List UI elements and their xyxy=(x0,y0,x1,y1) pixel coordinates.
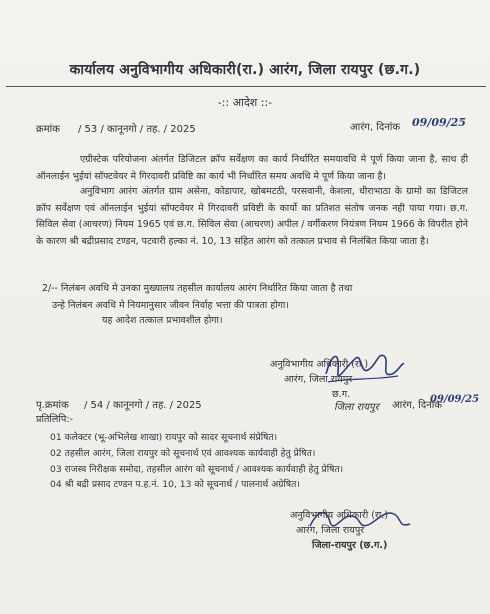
list-item: 01 कलेक्टर (भू-अभिलेख शाखा) रायपुर को सादर सूचनार्थ संप्रेषित। xyxy=(50,432,278,443)
signatory-title: अनुविभागीय अधिकारी (रा.) xyxy=(290,510,389,521)
signatory-title: अनुविभागीय अधिकारी (रा.) xyxy=(270,359,369,370)
signature-block-1 xyxy=(270,357,368,402)
order-effective-line: यह आदेश तत्काल प्रभावशील होगा। xyxy=(102,315,223,326)
order-paragraph-3: 2/-- निलंबन अवधि मे उनका मुख्यालय तहसील कार्यालय आरंग निर्धारित किया जाता है तथा xyxy=(42,283,353,294)
signatory-district: जिला-रायपुर (छ.ग.) xyxy=(312,540,388,551)
list-item: 03 राजस्व निरीक्षक समोदा, तहसील आरंग को सूचनार्थ / आवश्यक कार्यवाही हेतु प्रेषित। xyxy=(50,463,344,475)
endorsement-reference xyxy=(36,397,202,411)
endorsement-stamp: जिला रायपुर xyxy=(334,402,379,413)
order-paragraph-2: अनुविभाग आरंग अंतर्गत ग्राम असेना, कोडापार, खोबमटठी, परसवानी, केशला, धीराभाठा के ग्रामो का डिजिटल क्रॉप सर्वेक्षण एवं ऑनलाईन भुईयां सॉफ्टवेयर मे गिरदावरी प्रविष्टी के कार्यो का प्रतिशत संतोष जनक नही पाया गया। छ.ग. सिविल सेवा (आचरण) नियम 1965 एवं छ.ग. सिविल सेवा (आचरण) अपील / वर्गीकरण नियंत्रण नियम 1966 के विपरीत होने के कारण श्री बद्रीप्रसाद टण्डन, पटवारी हल्का नं. 10, 13 सहित आरंग को तत्काल प्रभाव से निलंबित किया जाता है। xyxy=(36,186,468,247)
endorsement-ref-number: / 54 / कानूनगो / तह. / 2025 xyxy=(83,400,202,411)
signatory-state: छ.ग. xyxy=(332,389,351,400)
endorsement-handwritten-date: 09/09/25 xyxy=(430,394,480,405)
header-divider xyxy=(6,86,486,87)
signatory-location: आरंग, जिला रायपुर xyxy=(296,525,365,536)
list-item: 02 तहसील आरंग, जिला रायपुर को सूचनार्थ एवं आवश्यक कार्यवाही हेतु प्रेषित। xyxy=(50,447,316,459)
reference-label: क्रमांक xyxy=(36,124,60,135)
copies-list xyxy=(50,430,480,493)
list-item: 04 श्री बद्री प्रसाद टण्डन प.ह.नं. 10, 13 को सूचनार्थ / पालनार्थ अग्रेषित। xyxy=(50,479,300,491)
order-title: -:: आदेश ::- xyxy=(217,96,273,109)
reference-number: / 53 / कानूनगो / तह. / 2025 xyxy=(78,124,196,135)
copies-heading: प्रतिलिपि:- xyxy=(36,414,74,425)
handwritten-date: 09/09/25 xyxy=(412,116,466,129)
signature-block-2 xyxy=(290,508,388,553)
order-paragraph-1: एग्रीस्टेक परियोजना अंतर्गत डिजिटल क्रॉप सर्वेक्षण का कार्य निर्धारित समयावधि मे पूर्ण किया जाना है, साथ ही ऑनलाईन भुईयां सॉफ्टवेयर मे गिरदावरी प्रविष्टि का कार्य भी निर्धारित समय अवधि मे पूर्ण किया जाना है। xyxy=(36,154,468,182)
order-paragraph-3-continued: उन्हे निलंबन अवधि मे नियमानुसार जीवन निर्वाह भत्ता की पात्रता होगा। xyxy=(52,300,289,311)
signatory-location: आरंग, जिला रायपुर xyxy=(284,374,353,385)
place-date-label: आरंग, दिनांक xyxy=(350,122,401,133)
endorsement-date-label: आरंग, दिनांक xyxy=(392,400,443,411)
endorsement-ref-label: पृ.क्रमांक xyxy=(36,400,69,411)
office-header: कार्यालय अनुविभागीय अधिकारी(रा.) आरंग, जिला रायपुर (छ.ग.) xyxy=(69,62,421,78)
